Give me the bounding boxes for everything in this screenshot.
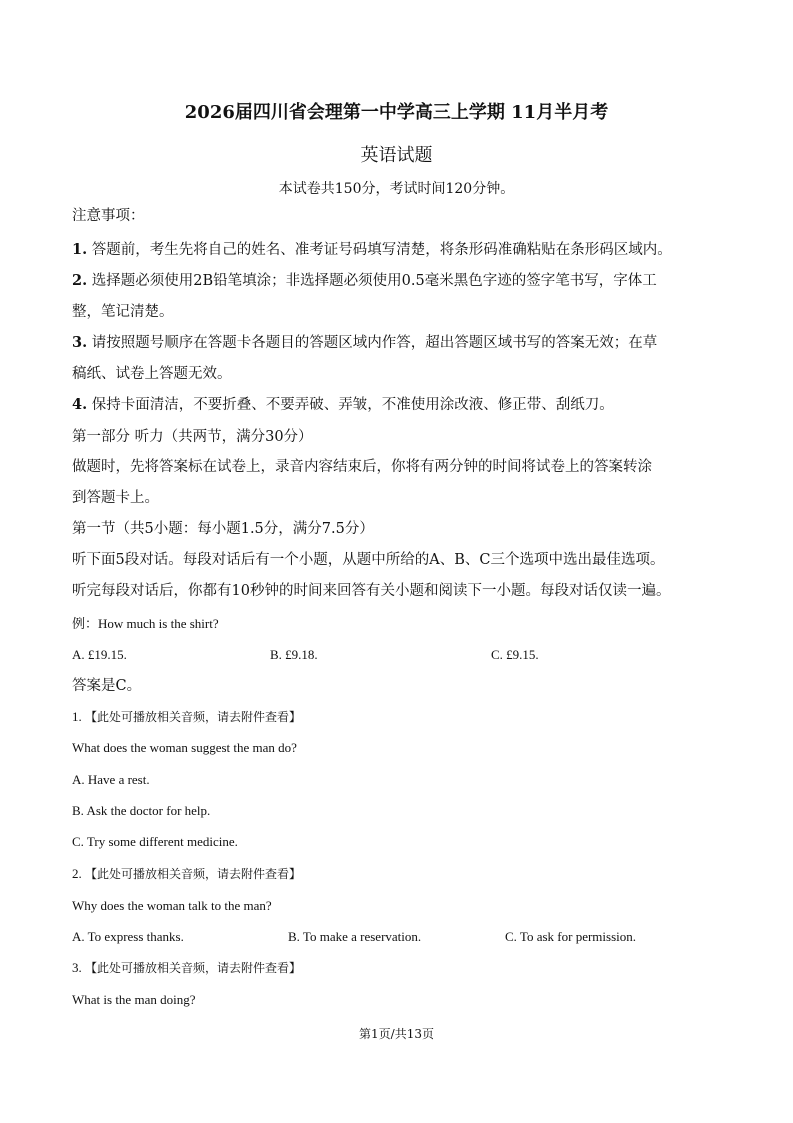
example-question: 例：How much is the shirt? — [72, 616, 219, 631]
notice-item-1 — [72, 240, 732, 260]
question-3-audio-note: 【此处可播放相关音频，请去附件查看】 — [85, 961, 302, 975]
part1-instruction-a: 做题时，先将答案标在试卷上，录音内容结束后，你将有两分钟的时间将试卷上的答案转涂 — [72, 459, 652, 475]
page-subtitle: 英语试题 — [360, 145, 433, 166]
question-1-num: 1. — [72, 709, 82, 724]
notice-item-4-num: 4. — [72, 396, 88, 413]
question-1-text: What does the woman suggest the man do? — [72, 740, 297, 755]
question-2-header — [72, 864, 732, 884]
question-2-option-b: B. To make a reservation. — [288, 929, 422, 944]
question-1-option-b: B. Ask the doctor for help. — [72, 803, 211, 818]
example-option-a: A. £19.15. — [72, 647, 127, 662]
section1-text-b: 听完每段对话后，你都有10秒钟的时间来回答有关小题和阅读下一小题。每段对话仅读一遍。 — [72, 583, 671, 599]
question-3-text: What is the man doing? — [72, 992, 196, 1007]
notice-item-1-num: 1. — [72, 241, 88, 258]
notice-item-4 — [72, 395, 732, 415]
notice-item-3-text-a: 请按照题号顺序在答题卡各题目的答题区域内作答，超出答题区域书写的答案无效；在草 — [91, 335, 658, 351]
section1-heading: 第一节（共5小题：每小题1.5分，满分7.5分） — [72, 521, 374, 537]
question-1-header — [72, 707, 732, 727]
question-1-option-a: A. Have a rest. — [72, 772, 150, 787]
page-footer: 第1页/共13页 — [359, 1027, 434, 1041]
question-2-text: Why does the woman talk to the man? — [72, 898, 272, 913]
section1-text-a: 听下面5段对话。每段对话后有一个小题，从题中所给的A、B、C三个选项中选出最佳选项。 — [72, 552, 665, 568]
question-3-header — [72, 958, 732, 978]
example-option-b: B. £9.18. — [270, 647, 318, 662]
question-2-option-c: C. To ask for permission. — [505, 929, 637, 944]
notice-item-3-num: 3. — [72, 334, 88, 351]
notice-item-2 — [72, 271, 732, 291]
notice-item-3-text-b: 稿纸、试卷上答题无效。 — [72, 366, 232, 382]
question-2-audio-note: 【此处可播放相关音频，请去附件查看】 — [85, 867, 302, 881]
notice-item-1-text: 答题前，考生先将自己的姓名、准考证号码填写清楚，将条形码准确粘贴在条形码区域内。 — [91, 242, 672, 258]
exam-info: 本试卷共150分，考试时间120分钟。 — [278, 181, 515, 197]
part1-instruction-b: 到答题卡上。 — [72, 490, 159, 506]
notice-heading: 注意事项： — [72, 208, 145, 224]
question-2-num: 2. — [72, 866, 82, 881]
notice-item-3 — [72, 333, 732, 353]
notice-item-2-text-a: 选择题必须使用2B铅笔填涂；非选择题必须使用0.5毫米黑色字迹的签字笔书写，字体工 — [91, 273, 657, 289]
question-2-option-a: A. To express thanks. — [72, 929, 184, 944]
example-option-c: C. £9.15. — [491, 647, 539, 662]
example-answer: 答案是C。 — [72, 678, 142, 694]
question-3-num: 3. — [72, 960, 82, 975]
part1-heading: 第一部分 听力（共两节，满分30分） — [72, 429, 313, 445]
page-title: 2026届四川省会理第一中学高三上学期 11月半月考 — [184, 102, 609, 123]
notice-item-4-text: 保持卡面清洁，不要折叠、不要弄破、弄皱，不准使用涂改液、修正带、刮纸刀。 — [91, 397, 614, 413]
question-1-audio-note: 【此处可播放相关音频，请去附件查看】 — [85, 710, 302, 724]
notice-item-2-num: 2. — [72, 272, 88, 289]
notice-item-2-text-b: 整，笔记清楚。 — [72, 304, 174, 320]
question-1-option-c: C. Try some different medicine. — [72, 834, 238, 849]
